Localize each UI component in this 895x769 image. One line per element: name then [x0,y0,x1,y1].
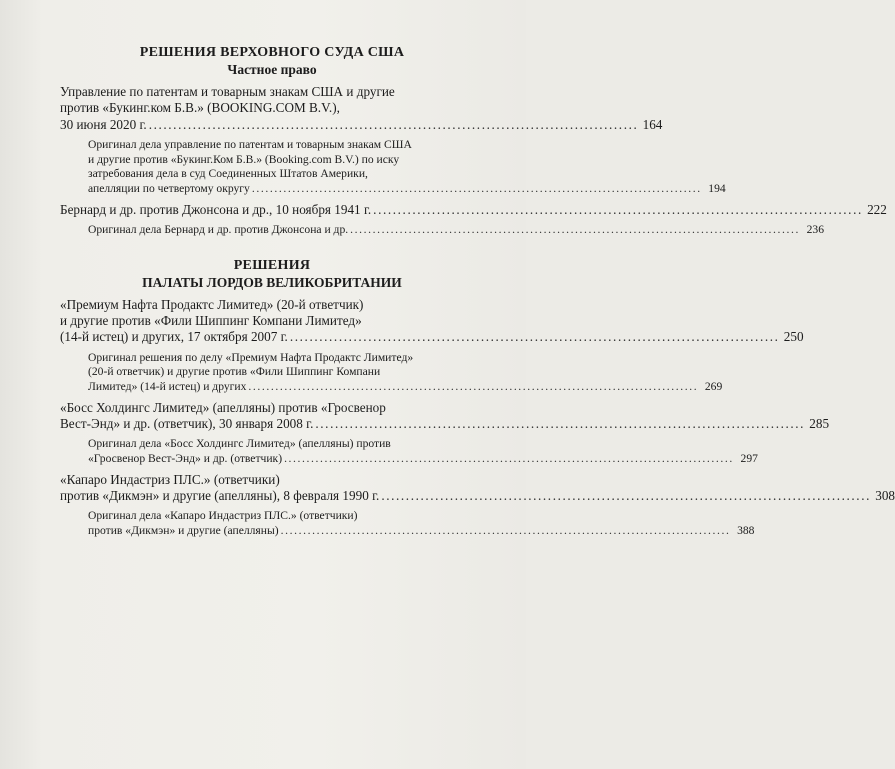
entry-line: Вест-Энд» и др. (ответчик), 30 января 2008 г. [60,416,314,431]
leader-dots: .................................................................................................... [284,452,734,465]
entry-line: против «Букинг.ком Б.В.» (BOOKING.COM B.V.), [60,100,340,116]
leader-dots: .................................................................................................... [381,488,871,503]
page-number: 308 [875,488,895,503]
leader-dots: .................................................................................................... [289,329,780,345]
entry-line: «Гросвенор Вест-Энд» и др. (ответчик) [88,452,283,465]
toc-entry [60,437,758,466]
leader-dots: .................................................................................................... [148,116,639,132]
toc-list-uk [60,296,895,539]
entry-line: «Капаро Индастриз ПЛС.» (ответчики) [60,471,280,487]
leader-dots: .................................................................................................... [251,182,702,195]
toc-entry [60,84,663,133]
entry-line: апелляции по четвертому округу [88,182,250,195]
leader-dots: .................................................................................................... [248,380,699,393]
section-title-us-supreme-court: РЕШЕНИЯ ВЕРХОВНОГО СУДА США [139,45,405,60]
table-of-contents [60,44,895,544]
page-number: 297 [740,452,758,465]
entry-line: (20-й ответчик) и другие против «Фили Шиппинг Компани [88,365,381,379]
entry-line: затребования дела в суд Соединенных Штатов Америки, [88,167,368,181]
entry-line: «Босс Холдингс Лимитед» (апелляны) против «Гросвенор [60,399,386,415]
entry-line: и другие против «Фили Шиппинг Компани Лимитед» [60,313,362,328]
page-number: 222 [867,201,887,217]
entry-line: Бернард и др. против Джонсона и др., 10 ноября 1941 г. [60,201,372,217]
entry-line: против «Дикмэн» и другие (апелляны), 8 февраля 1990 г. [60,488,380,503]
section-title-decisions: РЕШЕНИЯ [233,257,311,273]
toc-entry [60,138,726,196]
entry-line: (14-й истец) и других, 17 октября 2007 г. [60,329,288,345]
leader-dots: .................................................................................................... [373,201,863,217]
page-number: 388 [737,524,755,537]
toc-entry [60,399,830,433]
entry-line: «Премиум Нафта Продактс Лимитед» (20-й ответчик) [60,296,364,312]
entry-line: Оригинал решения по делу «Премиум Нафта Продактс Лимитед» [88,350,414,364]
page-number: 194 [708,182,726,195]
page-number: 236 [806,223,824,236]
entry-line: 30 июня 2020 г. [60,116,147,132]
entry-line: Оригинал дела «Капаро Индастриз ПЛС.» (ответчики) [88,509,358,523]
page-number: 164 [642,116,663,132]
entry-line: Оригинал дела управление по патентам и товарным знакам США [88,138,412,152]
leader-dots: .................................................................................................... [315,416,806,431]
page-number: 250 [783,329,804,345]
page-number: 269 [704,380,723,393]
toc-entry [60,471,895,505]
section-subtitle-private-law: Частное право [227,62,317,77]
entry-line: Оригинал дела «Босс Холдингс Лимитед» (апелляны) против [88,437,391,451]
section-spacer [60,243,484,257]
entry-line: Лимитед» (14-й истец) и других [88,380,247,393]
page-number: 285 [809,416,830,431]
section-subtitle-house-of-lords: ПАЛАТЫ ЛОРДОВ ВЕЛИКОБРИТАНИИ [142,274,402,290]
entry-line: Управление по патентам и товарным знакам США и другие [60,84,395,99]
entry-line: Оригинал дела Бернард и др. против Джонсона и др. [88,223,349,236]
leader-dots: .................................................................................................... [280,524,731,537]
leader-dots: .................................................................................................... [350,223,800,236]
toc-entry [60,296,804,346]
toc-entry [60,350,723,395]
entry-line: против «Дикмэн» и другие (апелляны) [88,524,279,537]
toc-entry [60,223,824,238]
toc-entry [60,201,887,218]
entry-line: и другие против «Букинг.Ком Б.В.» (Booking.com B.V.) по иску [88,152,400,166]
toc-list-us [60,84,887,238]
toc-entry [60,509,755,538]
